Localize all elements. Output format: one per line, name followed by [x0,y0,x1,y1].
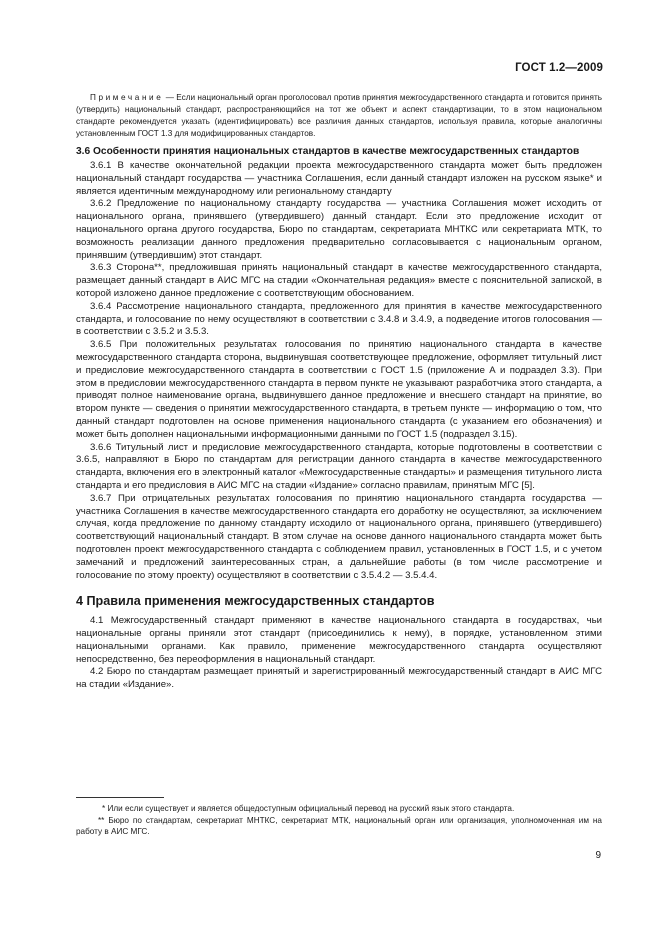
document-code-header: ГОСТ 1.2—2009 [515,62,603,74]
paragraph-3-6-6: 3.6.6 Титульный лист и предисловие межгосударственного стандарта, которые подготовлены в соответствии с 3.6.5, направляют в Бюро по стандартам для регистрации данного стандарта в качестве межгосударственного стандарта, включения его в электронный каталог «Межгосударственные стандарты» и размещения титульного листа стандарта и его предисловия в АИС МГС на стадии «Издание» согласно правилам, принятым МГС [5]. [76,441,602,491]
paragraph-3-6-3: 3.6.3 Сторона**, предложившая принять национальный стандарт в качестве межгосударственного стандарта, размещает данный стандарт в АИС МГС на стадии «Окончательная редакция» вместе с пояснительной запиской, в которой изложено данное предложение с соответствующим обоснованием. [76,262,602,299]
paragraph-3-6-1: 3.6.1 В качестве окончательной редакции проекта межгосударственного стандарта может быть предложен национальный стандарт государства — участника Соглашения, если данный стандарт изложен на русском языке* и является идентичным международному или региональному стандарту [76,160,602,197]
paragraph-3-6-7: 3.6.7 При отрицательных результатах голосования по принятию национального стандарта государства — участника Соглашения в качестве межгосударственного стандарта его доработку не осуществляют, за исключением случая, когда предложение по данному стандарту исходило от национального органа, принявшего (утвердившего) соответствующий национальный стандарт. В этом случае на основе данного национального стандарта может быть подготовлен проект межгосударственного стандарта с соблюдением правил, установленных в ГОСТ 1.5, и с учетом замечаний и предложений заинтересованных стран, а дальнейшие работы (в том числе рассмотрение и голосование по этому проекту) осуществляют в соответствии с 3.5.4.2 — 3.5.4.4. [76,492,602,581]
paragraph-4-1: 4.1 Межгосударственный стандарт применяют в качестве национального стандарта в государствах, чьи национальные органы приняли этот стандарт (присоединились к нему), в порядке, установленном этими национальными органами. Как правило, применение межгосударственного стандарта осуществляют непосредственно, без переоформления в национальный стандарт. [76,615,602,665]
paragraph-3-6-5: 3.6.5 При положительных результатах голосования по принятию национального стандарта в качестве межгосударственного стандарта сторона, выдвинувшая соответствующее предложение, оформляет титульный лист и предисловие межгосударственного стандарта в соответствии с ГОСТ 1.5 (приложение А и подраздел 3.3). При этом в предисловии межгосударственного стандарта в первом пункте не указывают разработчика этого стандарта, а приводят полное наименование органа, выдвинувшего данное предложение и внесшего стандарт на принятие, во втором пункте — сведения о принятии межгосударственного стандарта, в третьем пункте — информацию о том, что данный стандарт подготовлен на основе применения национального стандарта (с указанием его обозначения) и может быть дополнен национальными информационными данными по ГОСТ 1.5 (подраздел 3.15). [76,339,602,440]
section-3-6-title: 3.6 Особенности принятия национальных стандартов в качестве межгосударственных стандартов [76,146,580,157]
footnote-divider [76,797,164,798]
note-lead: Примечание [90,93,164,102]
paragraph-3-6-2: 3.6.2 Предложение по национальному стандарту государства — участника Соглашения может исходить от национального органа, принявшего (утвердившего) данный стандарт. Если это предложение исходит от национального органа другого государства, Бюро по стандартам, секретариата МНТКС или секретариата МТК, то возможность реализации данного предложения предварительно согласовывается с национальным органом, принявшим (утвердившим) этот стандарт. [76,198,602,261]
footnote-2: ** Бюро по стандартам, секретариат МНТКС, секретариат МТК, национальный орган или организация, уполномоченная им на работу в АИС МГС. [76,815,602,836]
section-4-title: 4 Правила применения межгосударственных стандартов [76,594,435,609]
note-paragraph [76,92,602,140]
note-text: — Если национальный орган проголосовал против принятия межгосударственного стандарта и готовится принять (утвердить) национальный стандарт, распространяющийся на тот же объект и аспект стандартизации, то в этом национальном стандарте рекомендуется указать (идентифицировать) все различия данных стандартов, используя правила, которые аналогичны установленным ГОСТ 1.3 для модифицированных стандартов. [76,93,602,138]
page-content [76,92,602,692]
paragraph-3-6-4: 3.6.4 Рассмотрение национального стандарта, предложенного для принятия в качестве межгосударственного стандарта, и голосование по нему осуществляют в соответствии с 3.4.8 и 3.4.9, а подведение итогов голосования — в соответствии с 3.5.2 и 3.5.3. [76,300,602,338]
paragraph-4-2: 4.2 Бюро по стандартам размещает принятый и зарегистрированный межгосударственный стандарт в АИС МГС на стадии «Издание». [76,666,602,691]
page-number: 9 [595,850,601,861]
footnote-1: * Или если существует и является общедоступным официальный перевод на русский язык этого стандарта. [102,804,515,813]
footnotes [76,803,602,838]
